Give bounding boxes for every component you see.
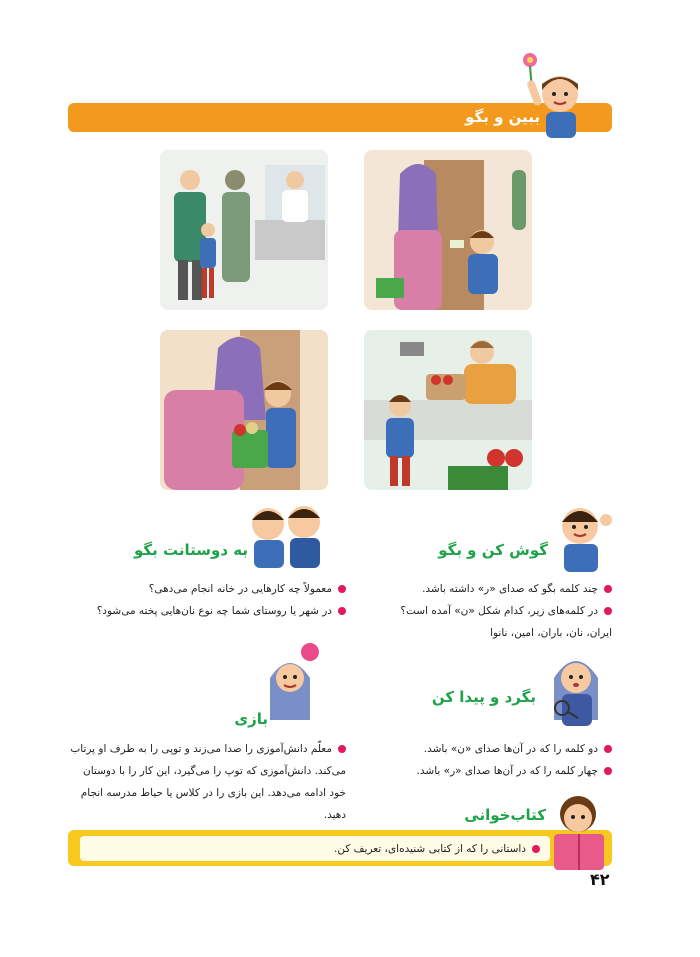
- listen-item-2: [400, 600, 612, 622]
- game-line-4: دهید.: [323, 809, 346, 821]
- bullet-icon: [338, 585, 346, 593]
- bullet-icon: [338, 745, 346, 753]
- find-item-2-text: چهار کلمه را که در آن‌ها صدای «ر» باشد.: [416, 765, 598, 777]
- waving-boy-illustration: [552, 500, 614, 572]
- friends-item-2: [97, 600, 346, 622]
- game-line-3: خود ادامه می‌دهد. این بازی را در کلاس یا حیاط مدرسه انجام: [80, 787, 346, 799]
- search-and-find-heading: بگرد و پیدا کن: [431, 688, 536, 706]
- friends-item-2-text: در شهر یا روستای شما چه نوع نان‌هایی پخته می‌شود؟: [96, 605, 332, 617]
- tell-friends-heading: به دوستانت بگو: [134, 541, 248, 559]
- find-item-2: [417, 760, 612, 782]
- game-heading: بازی: [234, 710, 268, 728]
- girl-with-magnifier-illustration: [540, 648, 616, 728]
- friends-item-1-text: معمولاً چه کارهایی در خانه انجام می‌دهی؟: [148, 583, 332, 595]
- reading-item-text: داستانی را که از کتابی شنیده‌ای، تعریف کن.: [333, 843, 526, 855]
- bullet-icon: [604, 607, 612, 615]
- banner-title: ببین و بگو: [465, 108, 540, 126]
- bullet-icon: [604, 745, 612, 753]
- bullet-icon: [338, 607, 346, 615]
- reading-heading: کتاب‌خوانی: [464, 806, 546, 824]
- boy-with-flower-illustration: [512, 50, 592, 140]
- family-shop-picture: [160, 150, 328, 310]
- mother-gives-money-picture: [364, 150, 532, 310]
- game-line-1-text: معلّم دانش‌آموزی را صدا می‌زند و توپی را به طرف او پرتاب: [70, 743, 332, 755]
- game-line-2: می‌کند. دانش‌آموزی که توپ را می‌گیرد، این کار را با دوستان: [82, 765, 346, 777]
- listen-words: ایران، نان، باران، امین، نانوا: [490, 627, 612, 639]
- bullet-icon: [604, 767, 612, 775]
- boy-at-grocer-picture: [364, 330, 532, 490]
- find-item-1-text: دو کلمه را که در آن‌ها صدای «ن» باشد.: [423, 743, 598, 755]
- mother-takes-bag-picture: [160, 330, 328, 490]
- reading-item: [334, 838, 540, 860]
- listen-item-1: [422, 578, 612, 600]
- listen-item-2-text: در کلمه‌های زیر، کدام شکل «ن» آمده است؟: [400, 605, 598, 617]
- bullet-icon: [604, 585, 612, 593]
- game-line-1: [70, 738, 346, 760]
- friends-item-1: [149, 578, 346, 600]
- bullet-icon: [532, 845, 540, 853]
- girl-with-ball-illustration: [264, 640, 330, 720]
- two-boys-illustration: [240, 500, 330, 570]
- listen-and-speak-heading: گوش کن و بگو: [438, 541, 548, 559]
- page-number: ۴۲: [590, 870, 610, 889]
- reading-girl-illustration: [540, 790, 616, 872]
- find-item-1: [424, 738, 612, 760]
- listen-item-1-text: چند کلمه بگو که صدای «ر» داشته باشد.: [422, 583, 598, 595]
